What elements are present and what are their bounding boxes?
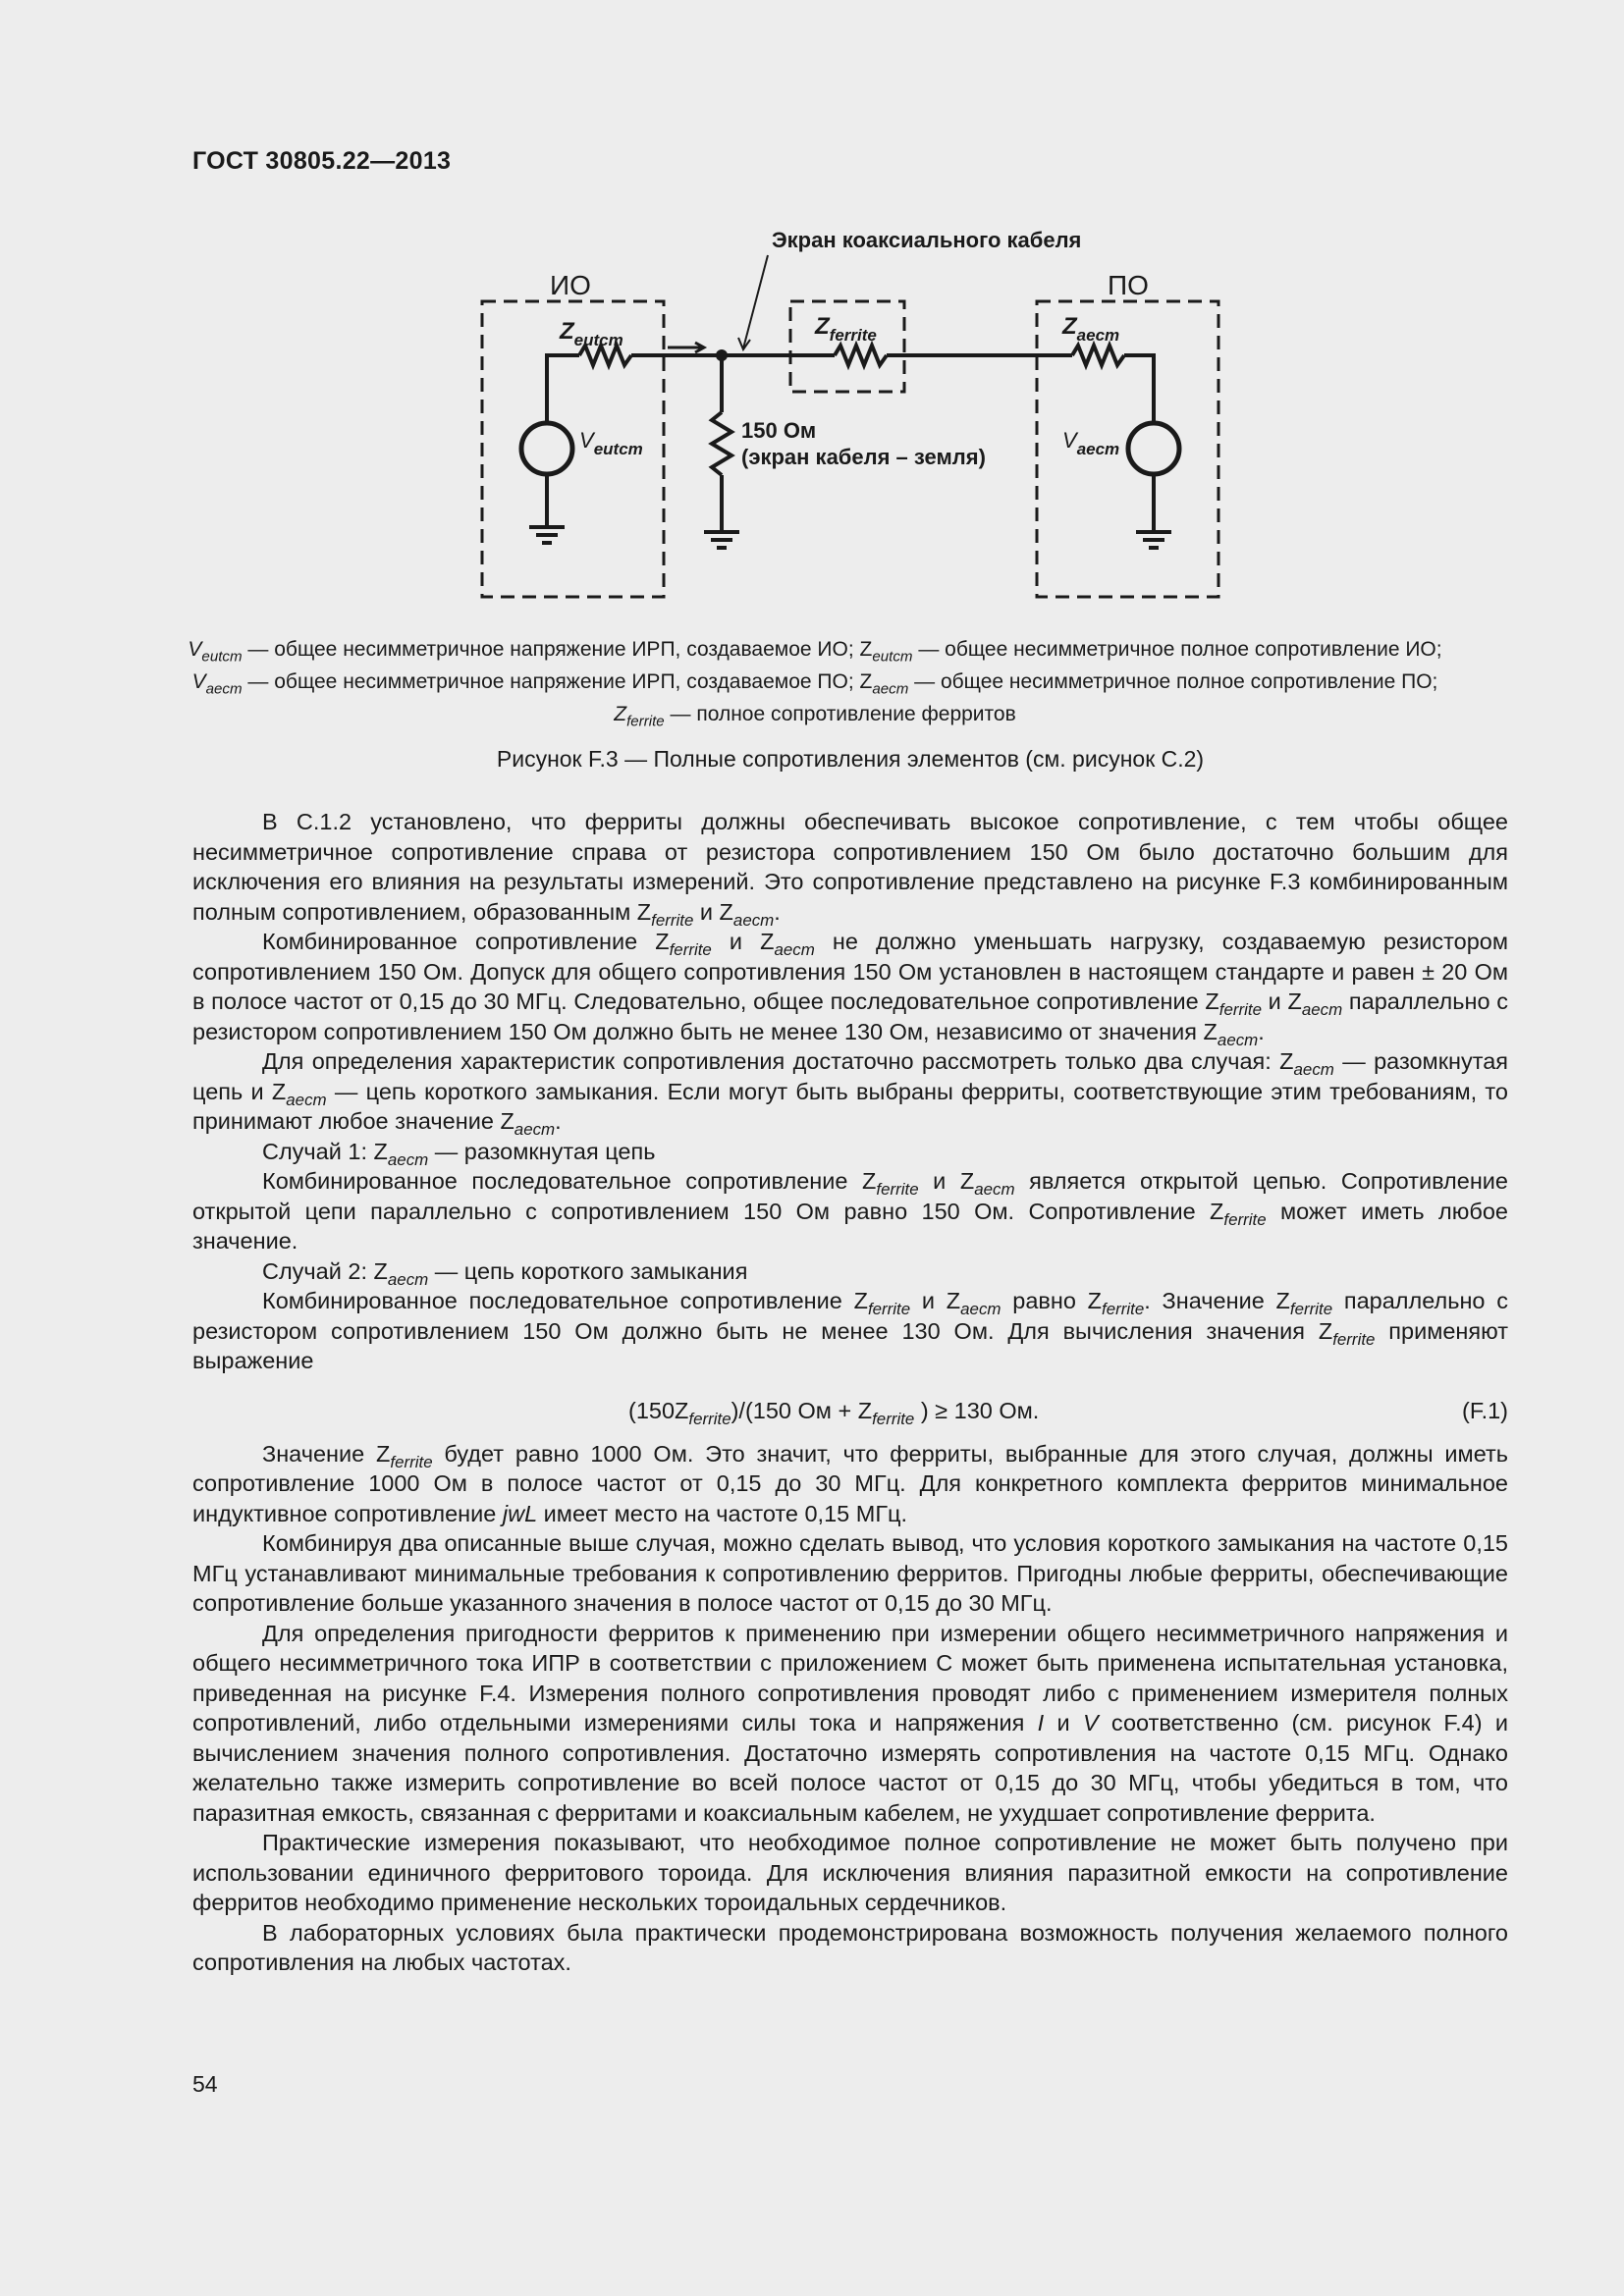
paragraph: Случай 2: $Z_{aecm}$ — цепь короткого замыкания [262,1257,748,1289]
z-ferrite-label: Z [815,313,830,340]
figure-legend [187,633,1443,730]
paragraph: Комбинированное последовательное сопротивление $Z_{ferrite}$ и $Z_{aecm}$ равно $Z_{ferrite}$. Значение $Z_{ferrite}$ параллельно с резистором сопротивлением 150 Ом должно быть не менее 130 Ом. Для вычисления значения $Z_{ferrite}$ применяют выражение [192,1288,1509,1373]
v-eutcm-sub: eutcm [593,440,643,458]
legend-line-3: $Z_{ferrite}$ — полное сопротивление ферритов [614,703,1016,730]
document-header: ГОСТ 30805.22—2013 [192,147,452,175]
shunt-resistor [712,412,731,475]
paragraph: В С.1.2 установлено, что ферриты должны обеспечивать высокое сопротивление, с тем чтобы общее несимметричное сопротивление справа от резистора сопротивлением 150 Ом было достаточно большим для исключения его влияния на результаты измерений. Это сопротивление представлено на рисунке F.3 комбинированным полным сопротивлением, образованным $Z_{ferrite}$ и $Z_{aecm}$. [192,809,1508,930]
page-number: 54 [192,2071,218,2097]
shield-pointer [743,255,768,348]
paragraph: Для определения характеристик сопротивления достаточно рассмотреть только два случая: $Z_{aecm}$ — разомкнутая цепь и $Z_{aecm}$ — цепь короткого замыкания. Если могут быть выбраны ферриты, соответствующие этим требованиям, то принимают любое значение $Z_{aecm}$. [192,1048,1508,1139]
paragraph: В лабораторных условиях была практически продемонстрирована возможность получения желаемого полного сопротивления на любых частотах. [192,1919,1508,1975]
z-aecm-resistor [1072,346,1124,365]
v-eutcm-source [521,423,572,474]
v-aecm-label: V [1062,428,1077,453]
ae-label: ПО [1108,270,1149,300]
eut-wire [547,355,579,358]
svg-text:Veutcm [579,428,643,458]
paragraph: Значение $Z_{ferrite}$ будет равно 1000 Ом. Это значит, что ферриты, выбранные для этого случая, должны иметь сопротивление 1000 Ом в полосе частот от 0,15 до 30 МГц. Для конкретного комплекта ферритов минимальное индуктивное сопротивление jwL имеет место на частоте 0,15 МГц. [192,1440,1508,1526]
paragraph: Комбинированное последовательное сопротивление $Z_{ferrite}$ и $Z_{aecm}$ является открытой цепью. Сопротивление открытой цепи параллельно с сопротивлением 150 Ом равно 150 Ом. Сопротивление $Z_{ferrite}$ может иметь любое значение. [192,1168,1508,1254]
svg-text:Vaecm [1062,428,1119,458]
paragraph: Комбинируя два описанные выше случая, можно сделать вывод, что условия короткого замыкания на частоте 0,15 МГц устанавливают минимальные требования к сопротивлению ферритов. Пригодны любые ферриты, обеспечивающие сопротивление больше указанного значения в полосе частот от 0,15 до 30 МГц. [192,1530,1508,1616]
figure-labels [550,228,1149,469]
paragraph: Случай 1: $Z_{aecm}$ — разомкнутая цепь [262,1138,656,1169]
resistor-value-label: 150 Ом [741,418,817,443]
v-aecm-source [1128,423,1179,474]
z-eutcm-sub: eutcm [573,331,623,349]
paragraph: Практические измерения показывают, что необходимое полное сопротивление не может быть получено при использовании единичного ферритового тороида. Для исключения влияния паразитной емкости на сопротивление ферритов необходимо применение нескольких тороидальных сердечников. [192,1830,1508,1915]
svg-text:Zaecm [1061,313,1119,345]
resistor-note-label: (экран кабеля – земля) [741,445,986,469]
svg-text:Zferrite [814,313,877,345]
junction-node [716,349,728,361]
svg-text:Zeutcm [559,318,623,349]
z-ferrite-sub: ferrite [829,326,877,345]
formula-f1 [192,1380,1508,1439]
legend-line-1: $V_{eutcm}$ — общее несимметричное напряжение ИРП, создаваемое ИО; $Z_{eutcm}$ — общее несимметричное полное сопротивление ИО; [188,638,1442,666]
v-aecm-sub: aecm [1076,440,1120,458]
circuit-figure [0,0,1624,628]
z-aecm-label: Z [1062,313,1077,340]
figure-caption: Рисунок F.3 — Полные сопротивления элементов (см. рисунок С.2) [496,746,1205,772]
eut-label: ИО [550,270,591,300]
cable-shield-label: Экран коаксиального кабеля [772,228,1082,252]
paragraph: Для определения пригодности ферритов к применению при измерении общего несимметричного напряжения и общего несимметричного тока ИПР в соответствии с приложением С может быть применена испытательная установка, приведенная на рисунке F.4. Измерения полного сопротивления проводят либо с применением измерителя полных сопротивлений, либо отдельными измерениями силы тока и напряжения I и V соответственно (см. рисунок F.4) и вычислением значения полного сопротивления. Достаточно измерять сопротивления на частоте 0,15 МГц. Однако желательно также измерить сопротивление во всей полосе частот от 0,15 до 30 МГц, чтобы убедиться в том, что паразитная емкость, связанная с ферритами и коаксиальным кабелем, не ухудшает сопротивление феррита. [192,1620,1508,1826]
z-eutcm-label: Z [560,318,574,345]
formula-expression: $(150Z_{ferrite})/(150$ Ом + $Z_{ferrite}$ ) ≥ 130 Ом. [628,1397,1040,1428]
z-aecm-sub: aecm [1076,326,1120,345]
z-ferrite-resistor [835,346,887,365]
body-text [192,807,1508,1978]
formula-number: (F.1) [1462,1397,1508,1423]
paragraph: Комбинированное сопротивление $Z_{ferrite}$ и $Z_{aecm}$ не должно уменьшать нагрузку, создаваемую резистором сопротивлением 150 Ом. Допуск для общего сопротивления 150 Ом установлен в настоящем стандарте и равен ± 20 Ом в полосе частот от 0,15 до 30 МГц. Следовательно, общее последовательное сопротивление $Z_{ferrite}$ и $Z_{aecm}$ параллельно с резистором сопротивлением 150 Ом должно быть не менее 130 Ом, независимо от значения $Z_{aecm}$. [192,929,1508,1049]
ferrite-box [790,301,904,392]
legend-line-2: $V_{aecm}$ — общее несимметричное напряжение ИРП, создаваемое ПО; $Z_{aecm}$ — общее несимметричное полное сопротивление ПО; [191,670,1438,698]
circuit-wiring [482,255,1218,597]
v-eutcm-label: V [579,428,594,453]
